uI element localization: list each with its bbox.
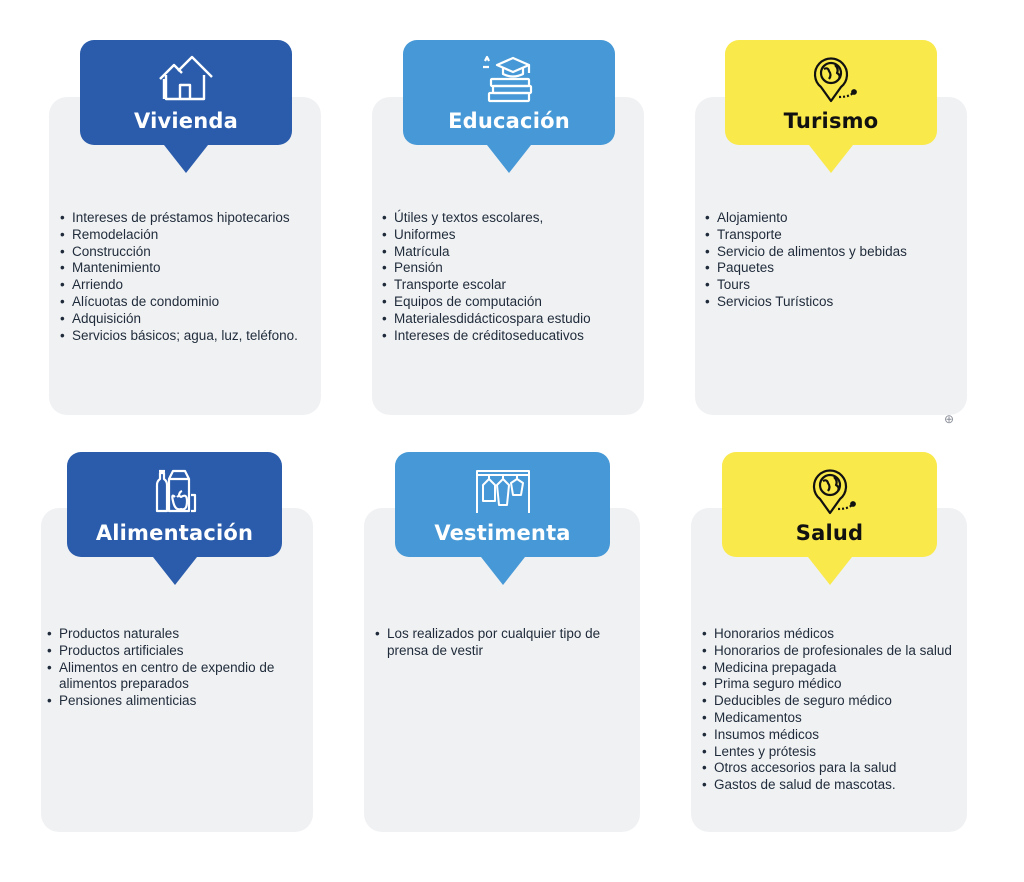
item-list-alimentacion bbox=[47, 626, 311, 710]
header-vestimenta bbox=[395, 452, 610, 557]
list-item: • Transporte escolar bbox=[394, 277, 591, 294]
header-educacion bbox=[403, 40, 615, 145]
card-title: Educación bbox=[448, 109, 570, 133]
list-item: • Transporte bbox=[717, 227, 907, 244]
list-item: • Útiles y textos escolares, bbox=[394, 210, 591, 227]
list-item: • Deducibles de seguro médico bbox=[714, 693, 976, 710]
list-item: • Arriendo bbox=[72, 277, 298, 294]
list-item: • Intereses de créditoseducativos bbox=[394, 328, 591, 345]
header-salud bbox=[722, 452, 937, 557]
list-item: • Productos artificiales bbox=[59, 643, 311, 660]
list-item: • Mantenimiento bbox=[72, 260, 298, 277]
header-turismo bbox=[725, 40, 937, 145]
card-title: Salud bbox=[795, 521, 864, 545]
card-title: Alimentación bbox=[95, 521, 254, 545]
list-item: • Insumos médicos bbox=[714, 727, 976, 744]
list-item: • Honorarios médicos bbox=[714, 626, 976, 643]
books-graduation-cap-icon bbox=[477, 53, 541, 105]
list-item: • Medicamentos bbox=[714, 710, 976, 727]
globe-pin-icon bbox=[799, 53, 863, 105]
item-list-vestimenta bbox=[375, 626, 639, 660]
list-item: • Materialesdidácticospara estudio bbox=[394, 311, 591, 328]
houses-icon bbox=[154, 53, 218, 105]
item-list-vivienda bbox=[60, 210, 298, 344]
card-title: Vivienda bbox=[134, 109, 238, 133]
list-item: • Construcción bbox=[72, 244, 298, 261]
list-item: • Otros accesorios para la salud bbox=[714, 760, 976, 777]
item-list-turismo bbox=[705, 210, 907, 311]
list-item: • Servicios Turísticos bbox=[717, 294, 907, 311]
header-alimentacion bbox=[67, 452, 282, 557]
clothes-rack-icon bbox=[471, 465, 535, 517]
item-list-educacion bbox=[382, 210, 591, 344]
list-item: • Servicio de alimentos y bebidas bbox=[717, 244, 907, 261]
list-item: • Lentes y prótesis bbox=[714, 744, 976, 761]
list-item: • Remodelación bbox=[72, 227, 298, 244]
zoom-in-icon[interactable]: ⊕ bbox=[944, 412, 955, 426]
list-item: • Intereses de préstamos hipotecarios bbox=[72, 210, 298, 227]
groceries-icon bbox=[143, 465, 207, 517]
list-item: • Prima seguro médico bbox=[714, 676, 976, 693]
list-item: • Equipos de computación bbox=[394, 294, 591, 311]
list-item: • Pensiones alimenticias bbox=[59, 693, 311, 710]
list-item: • Paquetes bbox=[717, 260, 907, 277]
list-item: • Gastos de salud de mascotas. bbox=[714, 777, 976, 794]
list-item: • Tours bbox=[717, 277, 907, 294]
globe-pin-icon bbox=[798, 465, 862, 517]
list-item: • Honorarios de profesionales de la salud bbox=[714, 643, 976, 660]
list-item: • Adquisición bbox=[72, 311, 298, 328]
list-item: • Alícuotas de condominio bbox=[72, 294, 298, 311]
card-title: Turismo bbox=[783, 109, 879, 133]
card-title: Vestimenta bbox=[434, 521, 571, 545]
list-item: • Pensión bbox=[394, 260, 591, 277]
list-item: • Productos naturales bbox=[59, 626, 311, 643]
list-item: • Servicios básicos; agua, luz, teléfono. bbox=[72, 328, 298, 345]
list-item: • Medicina prepagada bbox=[714, 660, 976, 677]
list-item: • Uniformes bbox=[394, 227, 591, 244]
header-vivienda bbox=[80, 40, 292, 145]
item-list-salud bbox=[702, 626, 976, 794]
list-item: • Matrícula bbox=[394, 244, 591, 261]
list-item: • Alojamiento bbox=[717, 210, 907, 227]
list-item: • Los realizados por cualquier tipo de prensa de vestir bbox=[387, 626, 639, 660]
list-item: • Alimentos en centro de expendio de alimentos preparados bbox=[59, 660, 311, 694]
